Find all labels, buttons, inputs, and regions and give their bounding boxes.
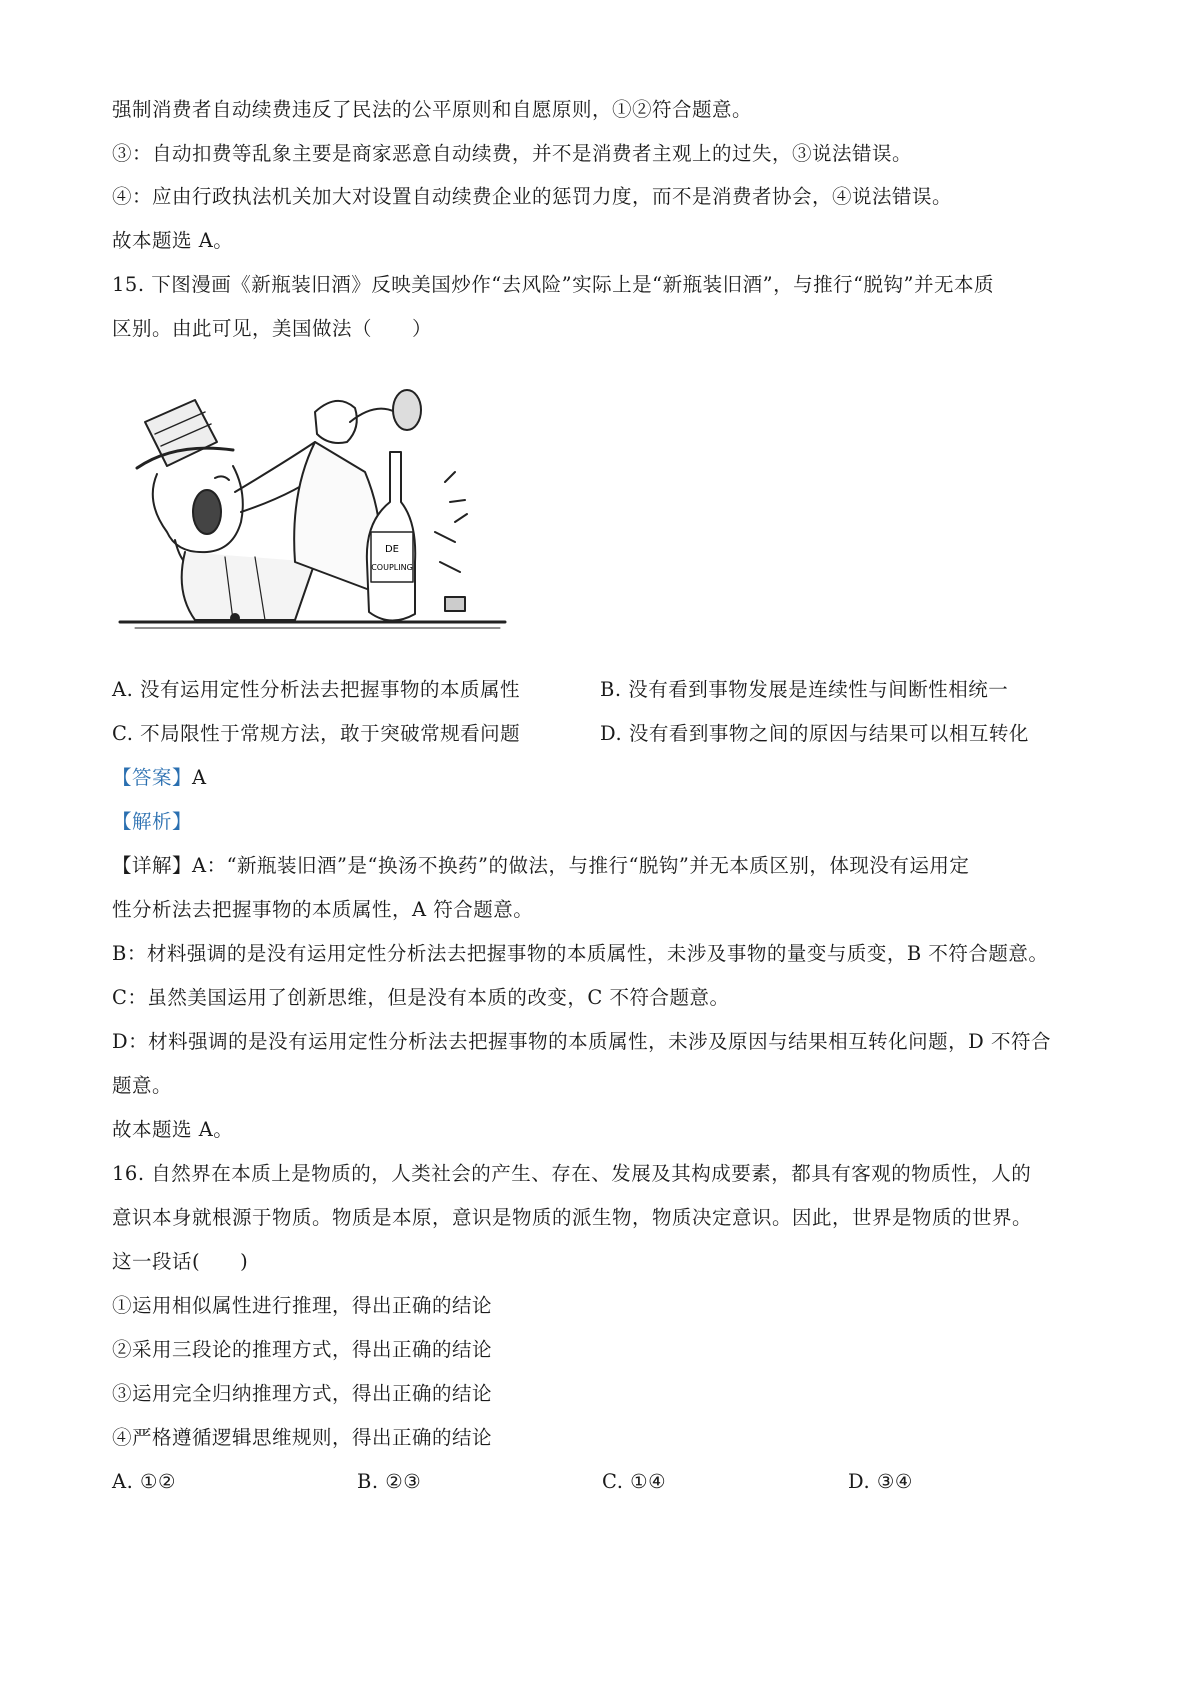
- q16-option-c: C. ①④: [602, 1470, 667, 1493]
- detail-line: C：虽然美国运用了创新思维，但是没有本质的改变，C 不符合题意。: [112, 986, 730, 1009]
- q16-stem: 意识本身就根源于物质。物质是本原，意识是物质的派生物，物质决定意识。因此，世界是物质的世界。: [112, 1206, 1033, 1229]
- q16-stem: 16. 自然界在本质上是物质的，人类社会的产生、存在、发展及其构成要素，都具有客观的物质性，人的: [112, 1162, 1032, 1185]
- detail-line: 【详解】A：“新瓶装旧酒”是“换汤不换药”的做法，与推行“脱钩”并无本质区别，体现没有运用定: [112, 854, 970, 877]
- answer-line: [112, 764, 207, 792]
- q15-option-c: C. 不局限性于常规方法，敢于突破常规看问题: [112, 722, 521, 745]
- conclusion-line: 故本题选 A。: [112, 229, 234, 252]
- answer-value: A: [192, 766, 207, 789]
- q16-item: ②采用三段论的推理方式，得出正确的结论: [112, 1338, 493, 1361]
- detail-line: 性分析法去把握事物的本质属性，A 符合题意。: [112, 898, 534, 921]
- q15-option-b: B. 没有看到事物发展是连续性与间断性相统一: [600, 678, 1009, 701]
- q15-option-d: D. 没有看到事物之间的原因与结果可以相互转化: [600, 722, 1029, 745]
- q16-option-a: A. ①②: [112, 1470, 176, 1493]
- conclusion-line: 故本题选 A。: [112, 1118, 234, 1141]
- explanation-line: 强制消费者自动续费违反了民法的公平原则和自愿原则，①②符合题意。: [112, 98, 753, 121]
- q16-stem: 这一段话( ): [112, 1250, 249, 1273]
- q16-item: ③运用完全归纳推理方式，得出正确的结论: [112, 1382, 493, 1405]
- q16-item: ④严格遵循逻辑思维规则，得出正确的结论: [112, 1426, 493, 1449]
- detail-line: 题意。: [112, 1074, 173, 1097]
- explanation-line: ③：自动扣费等乱象主要是商家恶意自动续费，并不是消费者主观上的过失，③说法错误。: [112, 142, 913, 165]
- bottle-label: COUPLING: [371, 563, 413, 572]
- q16-option-d: D. ③④: [848, 1470, 913, 1493]
- q15-stem: 区别。由此可见，美国做法（ ）: [112, 317, 433, 340]
- answer-label: 【答案】: [112, 766, 193, 789]
- analysis-label: 【解析】: [112, 810, 193, 833]
- q16-item: ①运用相似属性进行推理，得出正确的结论: [112, 1294, 493, 1317]
- bottle-label: DE: [384, 544, 400, 555]
- q15-option-a: A. 没有运用定性分析法去把握事物的本质属性: [112, 678, 520, 701]
- detail-line: B：材料强调的是没有运用定性分析法去把握事物的本质属性，未涉及事物的量变与质变，B 不符合题意。: [112, 942, 1049, 965]
- cartoon-new-bottle-old-wine: [115, 382, 510, 644]
- detail-line: D：材料强调的是没有运用定性分析法去把握事物的本质属性，未涉及原因与结果相互转化问题，D 不符合: [112, 1030, 1051, 1053]
- explanation-line: ④：应由行政执法机关加大对设置自动续费企业的惩罚力度，而不是消费者协会，④说法错误。: [112, 185, 953, 208]
- q16-option-b: B. ②③: [357, 1470, 422, 1493]
- q15-stem: 15. 下图漫画《新瓶装旧酒》反映美国炒作“去风险”实际上是“新瓶装旧酒”，与推行“脱钩”并无本质: [112, 273, 995, 296]
